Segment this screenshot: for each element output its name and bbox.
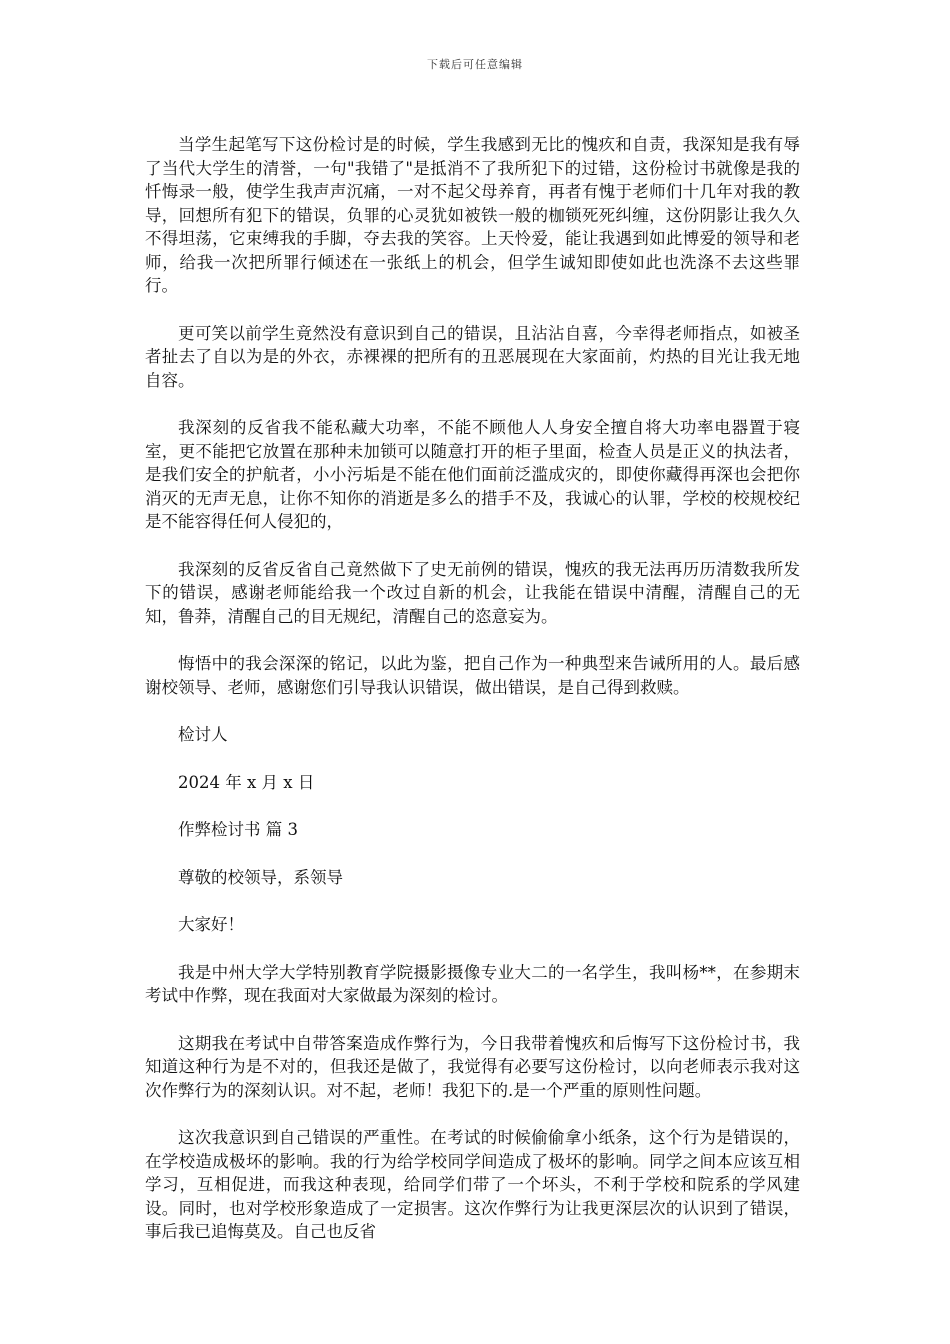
paragraph-apology-intro: 当学生起笔写下这份检讨是的时候，学生我感到无比的愧疚和自责，我深知是我有辱了当代大学生的清誉，一句"我错了"是抵消不了我所犯下的过错，这份检讨书就像是我的忏悔录一般，使学生我声声沉痛，一对不起父母养育，再者有愧于老师们十几年对我的教导，回想所有犯下的错误，负罪的心灵犹如被铁一般的枷锁死死纠缠，这份阴影让我久久不得坦荡，它束缚我的手脚，夺去我的笑容。上天怜爱，能让我遇到如此博爱的领导和老师，给我一次把所罪行倾述在一张纸上的机会，但学生诚知即使如此也洗涤不去这些罪行。 (145, 135, 800, 295)
paragraph-seriousness: 这次我意识到自己错误的严重性。在考试的时候偷偷拿小纸条，这个行为是错误的，在学校造成极坏的影响。我的行为给学校同学间造成了极坏的影响。同学之间本应该互相学习，互相促进，而我这种表现，给同学们带了一个坏头，不利于学校和院系的学风建设。同时，也对学校形象造成了一定损害。这次作弊行为让我更深层次的认识到了错误，事后我已追悔莫及。自己也反省 (145, 1128, 800, 1241)
signature-date: 2024 年 x 月 x 日 (178, 772, 315, 792)
paragraph-realization: 更可笑以前学生竟然没有意识到自己的错误，且沾沾自喜，今幸得老师指点，如被圣者扯去了自以为是的外衣，赤裸裸的把所有的丑恶展现在大家面前，灼热的目光让我无地自容。 (145, 323, 800, 390)
paragraph-remorse: 悔悟中的我会深深的铭记，以此为鉴，把自己作为一种典型来告诫所用的人。最后感谢校领导、老师，感谢您们引导我认识错误，做出错误，是自己得到救赎。 (145, 654, 800, 697)
paragraph-cheating-behavior: 这期我在考试中自带答案造成作弊行为，今日我带着愧疚和后悔写下这份检讨书，我知道这种行为是不对的，但我还是做了，我觉得有必要写这份检讨，以向老师表示我对这次作弊行为的深刻认识。对不起，老师！我犯下的.是一个严重的原则性问题。 (145, 1033, 800, 1100)
document-body (145, 133, 800, 1268)
paragraph-self-introduction: 我是中州大学大学特别教育学院摄影摄像专业大二的一名学生，我叫杨**，在参期末考试中作弊，现在我面对大家做最为深刻的检讨。 (145, 962, 800, 1005)
section-title: 作弊检讨书 篇 3 (178, 820, 298, 839)
header-note: 下载后可任意编辑 (427, 58, 523, 71)
paragraph-high-power-appliance: 我深刻的反省我不能私藏大功率，不能不顾他人人身安全擅自将大功率电器置于寝室，更不能把它放置在那种未加锁可以随意打开的柜子里面，检查人员是正义的执法者，是我们安全的护航者，小小污垢是不能在他们面前泛滥成灾的，即使你藏得再深也会把你消灭的无声无息，让你不知你的消逝是多么的措手不及，我诚心的认罪，学校的校规校纪是不能容得任何人侵犯的， (145, 418, 800, 531)
paragraph-deep-reflection: 我深刻的反省反省自己竟然做下了史无前例的错误，愧疚的我无法再历历清数我所发下的错误，感谢老师能给我一个改过自新的机会，让我能在错误中清醒，清醒自己的无知，鲁莽，清醒自己的目无规纪，清醒自己的恣意妄为。 (145, 559, 800, 626)
signature-label: 检讨人 (178, 725, 228, 744)
greeting: 大家好！ (178, 915, 244, 934)
salutation: 尊敬的校领导，系领导 (178, 867, 343, 887)
